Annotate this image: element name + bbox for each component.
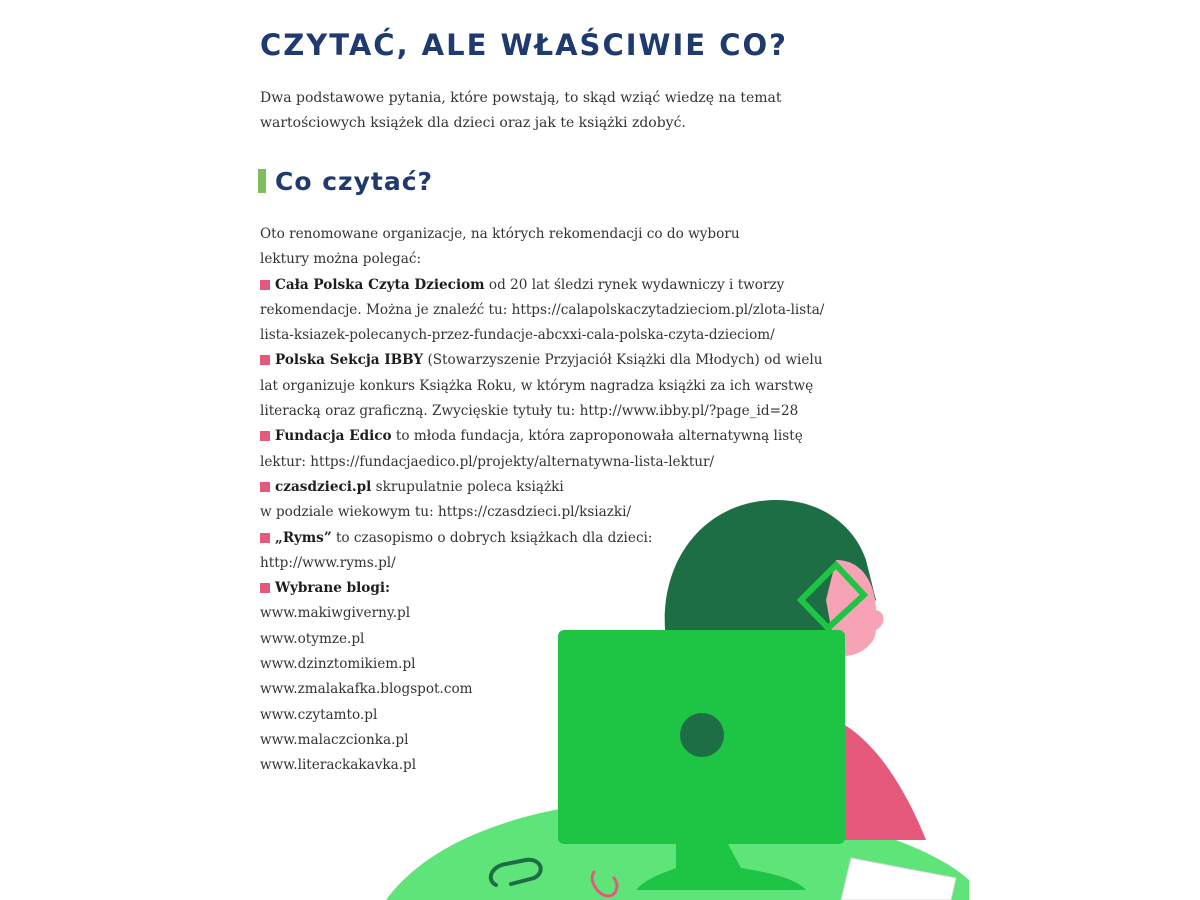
lead-line: Oto renomowane organizacje, na których rekomendacji co do wyboru: [260, 226, 740, 242]
entry-text: to czasopismo o dobrych książkach dla dzieci:: [331, 529, 653, 546]
organization-name: „Ryms”: [275, 529, 332, 546]
organization-name: Fundacja Edico: [275, 428, 392, 445]
entry-text: skrupulatnie poleca książki: [371, 478, 564, 495]
organization-name: czasdzieci.pl: [275, 478, 372, 495]
recommendations-list: [260, 222, 870, 779]
blog-item: www.dzinztomikiem.pl: [260, 656, 416, 673]
pink-square-bullet-icon: [260, 533, 270, 543]
entry-first-line: [260, 424, 870, 449]
blogs-heading-line: [260, 576, 870, 601]
entry-first-line: [260, 273, 870, 298]
pink-square-bullet-icon: [260, 355, 270, 365]
pink-square-bullet-icon: [260, 482, 270, 492]
document-page: [236, 0, 969, 900]
pink-square-bullet-icon: [260, 583, 270, 593]
entry-first-line: [260, 526, 870, 551]
blog-item: www.malaczcionka.pl: [260, 731, 409, 748]
organization-entry: [260, 424, 870, 475]
section-heading-text: Co czytać?: [275, 166, 434, 196]
entry-first-line: [260, 475, 870, 500]
entry-text: rekomendacje. Można je znaleźć tu: https://calapolskaczytadzieciom.pl/zlota-lista/: [260, 301, 825, 318]
page-title: CZYTAĆ, ALE WŁAŚCIWIE CO?: [260, 28, 788, 62]
entry-text: lat organizuje konkurs Książka Roku, w którym nagradza książki za ich warstwę: [260, 377, 814, 394]
blog-item: www.makiwgiverny.pl: [260, 605, 411, 622]
intro-line: wartościowych książek dla dzieci oraz jak te książki zdobyć.: [260, 115, 686, 131]
organization-entry: [260, 526, 870, 577]
entry-text: http://www.ryms.pl/: [260, 554, 396, 571]
organization-entry: [260, 273, 870, 349]
blog-item: www.czytamto.pl: [260, 706, 378, 723]
entry-text: lista-ksiazek-polecanych-przez-fundacje-abcxxi-cala-polska-czyta-dzieciom/: [260, 327, 775, 344]
pink-square-bullet-icon: [260, 280, 270, 290]
intro-line: Dwa podstawowe pytania, które powstają, to skąd wziąć wiedzę na temat: [260, 90, 782, 106]
entry-text: w podziale wiekowym tu: https://czasdzieci.pl/ksiazki/: [260, 504, 632, 521]
blogs-list: [260, 601, 870, 778]
blogs-heading: Wybrane blogi:: [275, 580, 391, 597]
blog-item: www.literackakavka.pl: [260, 757, 417, 774]
organization-entry: [260, 475, 870, 526]
entry-text: literacką oraz graficzną. Zwycięskie tytuły tu: http://www.ibby.pl/?page_id=28: [260, 403, 799, 420]
lead-line: lektury można polegać:: [260, 251, 422, 268]
blog-item: www.otymze.pl: [260, 630, 365, 647]
entry-first-line: [260, 348, 870, 373]
pink-square-bullet-icon: [260, 431, 270, 441]
organization-name: Polska Sekcja IBBY: [275, 352, 424, 369]
entry-text: lektur: https://fundacjaedico.pl/projekty/alternatywna-lista-lektur/: [260, 453, 715, 470]
organization-name: Cała Polska Czyta Dzieciom: [275, 276, 485, 293]
organization-entry: [260, 348, 870, 424]
entry-text: (Stowarzyszenie Przyjaciół Książki dla Młodych) od wielu: [423, 352, 823, 369]
entry-text: od 20 lat śledzi rynek wydawniczy i tworzy: [484, 276, 785, 293]
blog-item: www.zmalakafka.blogspot.com: [260, 681, 473, 698]
entry-text: to młoda fundacja, która zaproponowała alternatywną listę: [391, 428, 803, 445]
